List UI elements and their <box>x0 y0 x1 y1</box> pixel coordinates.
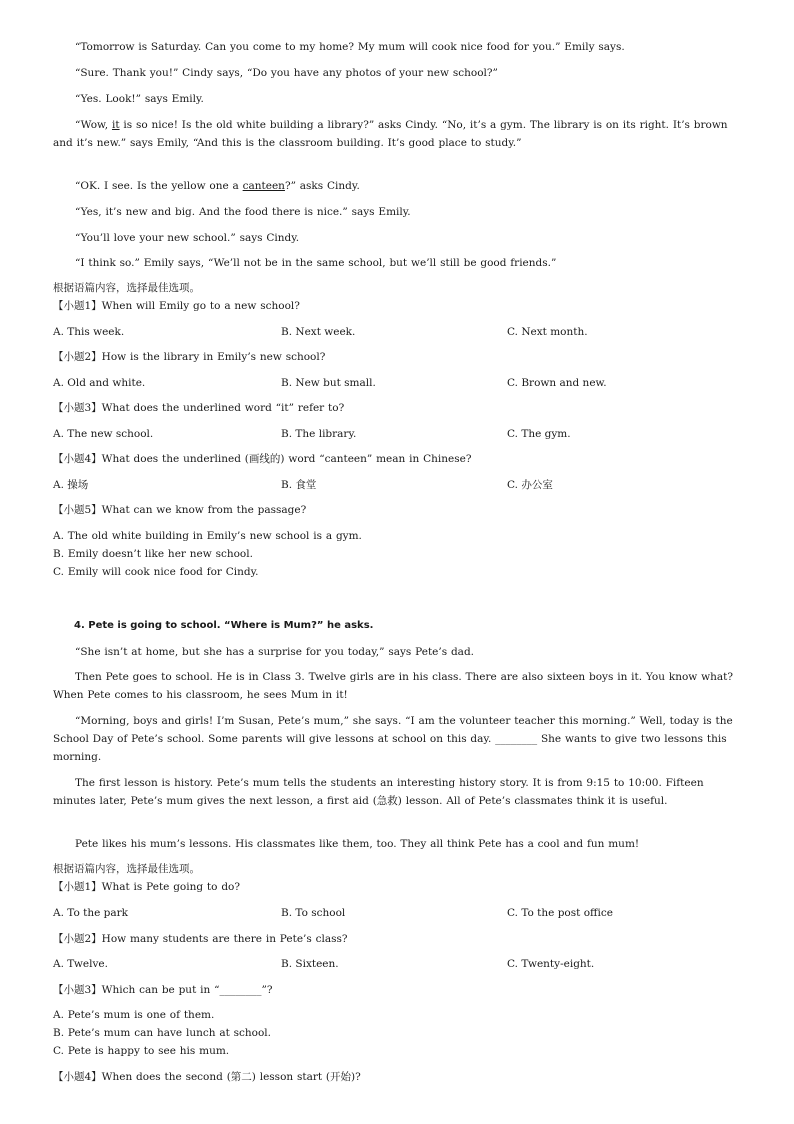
option-c[interactable]: C. To the post office <box>507 907 613 919</box>
passage3-paragraph-5 <box>53 177 743 195</box>
passage4-paragraph-3: “Morning, boys and girls! I’m Susan, Pete’s mum,” she says. “I am the volunteer teacher this morning.” Well, today is the School Day of Pete’s school. Some parents will give lessons at school on this day. ________ She wants to give two lessons this morning. <box>53 715 737 763</box>
passage4-question-4: 【小题4】When does the second (第二) lesson start (开始)? <box>53 1071 361 1083</box>
option-b[interactable]: B. New but small. <box>281 377 376 389</box>
passage3-question-4-options <box>53 476 743 494</box>
passage4-heading: 4. Pete is going to school. “Where is Mum?” he asks. <box>74 620 374 631</box>
passage3-p4-text-b: is so nice! Is the old white building a library?” asks Cindy. “No, it’s a gym. The library is on its right. It’s brown and it’s new.” says Emily, “And this is the classroom building. It’s good place to study.” <box>53 119 732 149</box>
option-b[interactable]: B. Pete’s mum can have lunch at school. <box>53 1027 272 1039</box>
passage3-paragraph-8: “I think so.” Emily says, “We’ll not be in the same school, but we’ll still be good friends.” <box>75 257 557 269</box>
option-a[interactable]: A. Pete’s mum is one of them. <box>53 1009 215 1021</box>
passage3-paragraph-1: “Tomorrow is Saturday. Can you come to my home? My mum will cook nice food for you.” Emily says. <box>75 41 625 53</box>
option-c[interactable]: C. Emily will cook nice food for Cindy. <box>53 566 259 578</box>
passage4-instruction: 根据语篇内容，选择最佳选项。 <box>53 863 200 875</box>
passage4-question-2-options <box>53 955 743 973</box>
passage3-question-2-options <box>53 374 743 392</box>
option-a[interactable]: A. Twelve. <box>53 958 108 970</box>
passage3-p5-text-a: “OK. I see. Is the yellow one a <box>75 180 243 192</box>
passage3-question-1-options <box>53 323 743 341</box>
option-b[interactable]: B. Sixteen. <box>281 958 339 970</box>
passage3-paragraph-2: “Sure. Thank you!” Cindy says, “Do you have any photos of your new school?” <box>75 67 498 79</box>
option-a[interactable]: A. Old and white. <box>53 377 146 389</box>
option-c[interactable]: C. 办公室 <box>507 479 553 491</box>
option-b[interactable]: B. The library. <box>281 428 357 440</box>
passage3-question-5: 【小题5】What can we know from the passage? <box>53 504 307 516</box>
passage4-question-2: 【小题2】How many students are there in Pete’s class? <box>53 933 348 945</box>
option-c[interactable]: C. Brown and new. <box>507 377 607 389</box>
option-c[interactable]: C. Next month. <box>507 326 588 338</box>
passage3-paragraph-6: “Yes, it’s new and big. And the food there is nice.” says Emily. <box>75 206 411 218</box>
passage3-p4-text-a: “Wow, <box>75 119 112 131</box>
passage3-paragraph-7: “You’ll love your new school.” says Cindy. <box>75 232 300 244</box>
passage3-question-3: 【小题3】What does the underlined word “it” refer to? <box>53 402 345 414</box>
option-a[interactable]: A. The old white building in Emily’s new school is a gym. <box>53 530 362 542</box>
passage4-question-1: 【小题1】What is Pete going to do? <box>53 881 240 893</box>
passage3-paragraph-4 <box>53 116 743 152</box>
passage4-question-3: 【小题3】Which can be put in “________”? <box>53 984 273 996</box>
passage4-paragraph-2: Then Pete goes to school. He is in Class 3. Twelve girls are in his class. There are also sixteen boys in it. You know what? When Pete comes to his classroom, he sees Mum in it! <box>53 671 737 701</box>
option-a[interactable]: A. The new school. <box>53 428 154 440</box>
option-a[interactable]: A. 操场 <box>53 479 89 491</box>
passage4-paragraph-5: Pete likes his mum’s lessons. His classmates like them, too. They all think Pete has a cool and fun mum! <box>75 838 640 850</box>
option-b[interactable]: B. Next week. <box>281 326 356 338</box>
option-a[interactable]: A. This week. <box>53 326 125 338</box>
option-b[interactable]: B. To school <box>281 907 346 919</box>
passage3-paragraph-3: “Yes. Look!” says Emily. <box>75 93 204 105</box>
passage3-instruction: 根据语篇内容，选择最佳选项。 <box>53 282 200 294</box>
option-c[interactable]: C. Twenty-eight. <box>507 958 595 970</box>
passage4-paragraph-1: “She isn’t at home, but she has a surprise for you today,” says Pete’s dad. <box>75 646 474 658</box>
option-b[interactable]: B. Emily doesn’t like her new school. <box>53 548 253 560</box>
option-b[interactable]: B. 食堂 <box>281 479 317 491</box>
passage3-p5-text-b: ?” asks Cindy. <box>284 180 360 192</box>
underlined-word-canteen: canteen <box>242 180 285 192</box>
passage3-question-1: 【小题1】When will Emily go to a new school? <box>53 300 300 312</box>
passage3-question-2: 【小题2】How is the library in Emily’s new school? <box>53 351 326 363</box>
option-c[interactable]: C. Pete is happy to see his mum. <box>53 1045 230 1057</box>
option-c[interactable]: C. The gym. <box>507 428 571 440</box>
passage4-paragraph-4: The first lesson is history. Pete’s mum tells the students an interesting history story. It is from 9:15 to 10:00. Fifteen minutes later, Pete’s mum gives the next lesson, a first aid (急救) lesson. All of Pete’s classmates think it is useful. <box>53 777 708 807</box>
passage3-question-4: 【小题4】What does the underlined (画线的) word “canteen” mean in Chinese? <box>53 453 472 465</box>
passage3-question-3-options <box>53 425 743 443</box>
underlined-word-it: it <box>111 119 120 131</box>
option-a[interactable]: A. To the park <box>53 907 129 919</box>
passage4-question-1-options <box>53 904 743 922</box>
